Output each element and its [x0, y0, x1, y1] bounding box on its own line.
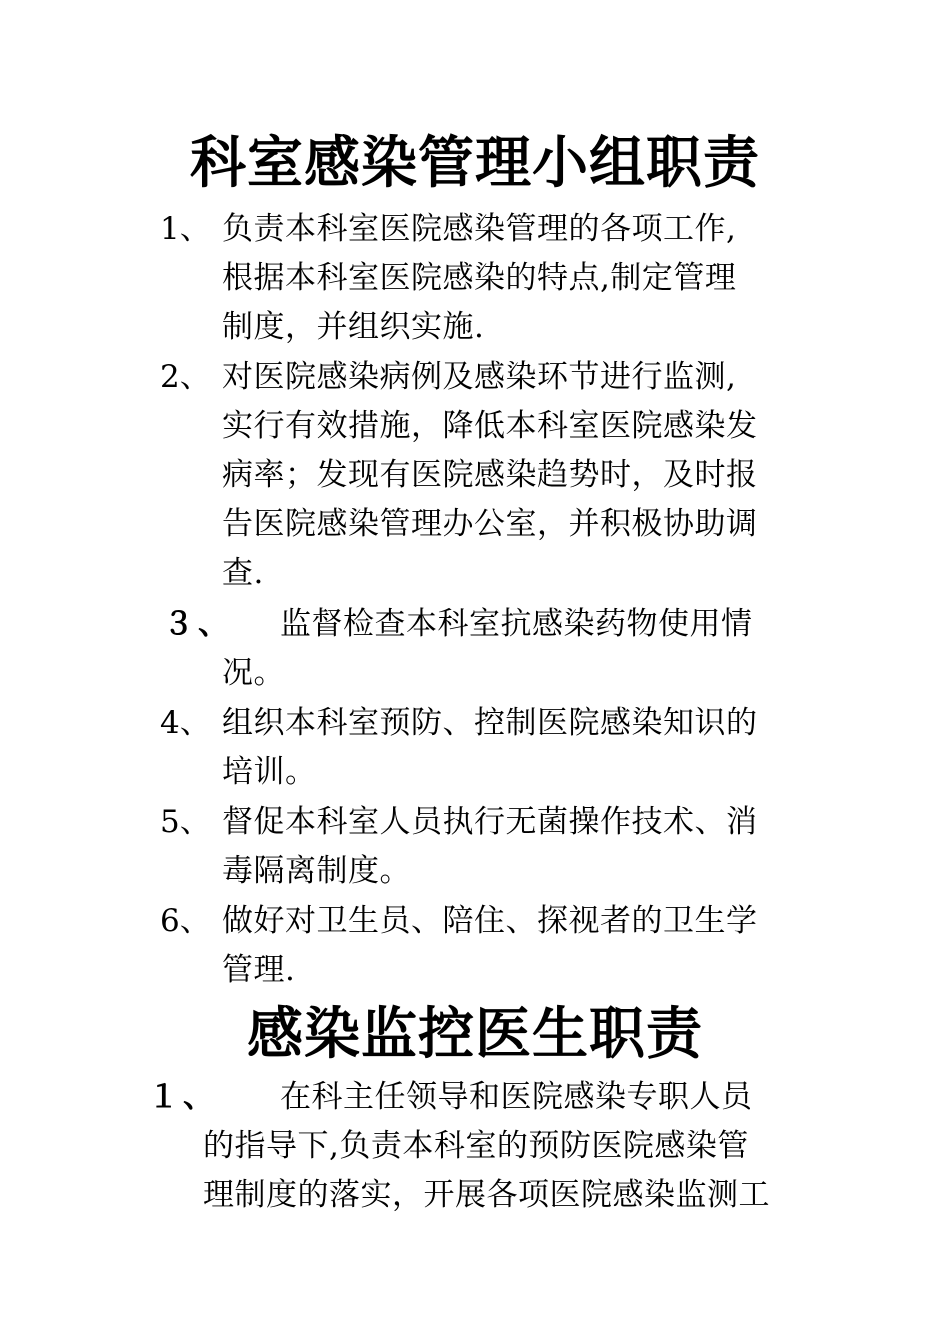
item-line: 组织本科室预防、控制医院感染知识的	[222, 705, 758, 741]
item-line: 告医院感染管理办公室，并积极协助调	[222, 506, 758, 542]
item-text	[222, 600, 753, 698]
item-number: 2、	[160, 359, 211, 395]
item-line: 的指导下,负责本科室的预防医院感染管	[203, 1128, 749, 1164]
item-text	[222, 205, 736, 352]
item-line: 况。	[222, 655, 285, 691]
item-line: 督促本科室人员执行无菌操作技术、消	[222, 804, 758, 840]
item-number: 6、	[160, 903, 211, 939]
item-line: 在科主任领导和医院感染专职人员	[280, 1079, 753, 1115]
item-text	[222, 699, 758, 797]
item-line: 做好对卫生员、陪住、探视者的卫生学	[222, 903, 758, 939]
item-line: 制度，并组织实施.	[222, 309, 485, 345]
item-line: 实行有效措施，降低本科室医院感染发	[222, 408, 758, 444]
item-line: 病率；发现有医院感染趋势时，及时报	[222, 457, 758, 493]
item-line: 管理.	[222, 952, 296, 988]
item-number: １、	[148, 1079, 218, 1115]
item-line: 毒隔离制度。	[222, 853, 411, 889]
section-title-infection-doctor: 感染监控医生职责	[247, 1002, 703, 1067]
item-text	[222, 897, 758, 995]
item-number: 4、	[160, 705, 211, 741]
item-number: 1、	[160, 211, 211, 247]
item-line: 负责本科室医院感染管理的各项工作,	[222, 211, 737, 247]
item-text	[222, 353, 758, 598]
item-line: 查.	[222, 555, 264, 591]
item-line: 对医院感染病例及感染环节进行监测,	[222, 359, 737, 395]
item-number: 5、	[160, 804, 211, 840]
item-text	[203, 1073, 770, 1220]
item-line: 监督检查本科室抗感染药物使用情	[280, 606, 753, 642]
item-text	[222, 798, 758, 896]
item-number: ３、	[163, 606, 233, 642]
section-title-infection-group: 科室感染管理小组职责	[190, 131, 760, 196]
item-line: 根据本科室医院感染的特点,制定管理	[222, 260, 737, 296]
item-line: 培训。	[222, 754, 317, 790]
item-line: 理制度的落实，开展各项医院感染监测工	[203, 1177, 770, 1213]
